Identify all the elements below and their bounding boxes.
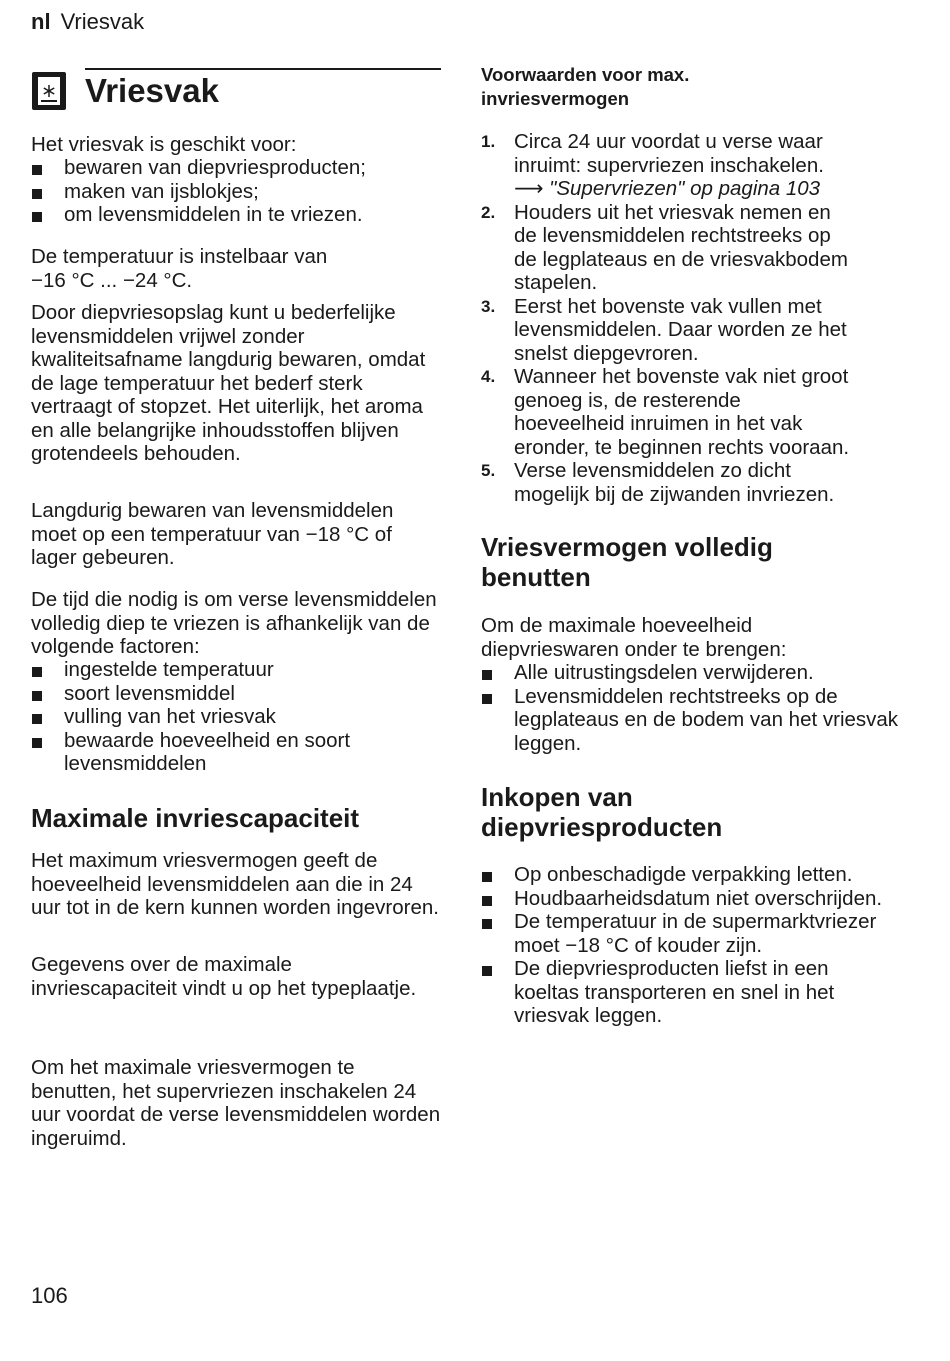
list-item: vulling van het vriesvak xyxy=(31,705,441,729)
capacity-paragraph-3: Om het maximale vriesvermogen te benutten, het supervriezen inschakelen 24 uur voordat de verse levensmiddelen worden ingeruimd. xyxy=(31,1056,441,1150)
square-bullet-icon xyxy=(482,896,492,906)
square-bullet-icon xyxy=(482,966,492,976)
capacity-paragraph-1: Het maximum vriesvermogen geeft de hoeveelheid levensmiddelen aan die in 24 uur tot in de kern kunnen worden ingevroren. xyxy=(31,849,439,919)
language-code: nl xyxy=(31,9,51,34)
square-bullet-icon xyxy=(32,165,42,175)
full-capacity-intro: Om de maximale hoeveelheid diepvrieswaren onder te brengen: xyxy=(481,614,787,661)
step-number: 2. xyxy=(481,202,496,222)
storage-paragraph: Door diepvriesopslag kunt u bederfelijke levensmiddelen vrijwel zonder kwaliteitsafname langdurig bewaren, omdat de lage temperatuur het bederf sterk vertraagt of stopzet. Het uiterlijk, het aroma en alle belangrijke inhoudsstoffen blijven grotendeels behouden. xyxy=(31,301,426,465)
temperature-range-text: De temperatuur is instelbaar van −16 °C ... −24 °C. xyxy=(31,245,328,292)
list-item: soort levensmiddel xyxy=(31,682,441,706)
list-item: De diepvriesproducten liefst in een koeltas transporteren en snel in het vriesvak leggen. xyxy=(481,957,891,1028)
step-number: 5. xyxy=(481,461,496,480)
conditions-heading: Voorwaarden voor max. invriesvermogen xyxy=(481,64,690,109)
square-bullet-icon xyxy=(482,872,492,882)
list-item: ingestelde temperatuur xyxy=(31,658,441,682)
list-item: Op onbeschadigde verpakking letten. xyxy=(481,863,891,887)
square-bullet-icon xyxy=(32,667,42,677)
square-bullet-icon xyxy=(32,691,42,701)
freeze-time-paragraph: De tijd die nodig is om verse levensmiddelen volledig diep te vriezen is afhankelijk van de volgende factoren: xyxy=(31,588,437,658)
intro-text: Het vriesvak is geschikt voor: xyxy=(31,133,297,156)
step-number: 1. xyxy=(481,132,496,151)
step-number: 3. xyxy=(481,296,496,316)
long-storage-paragraph: Langdurig bewaren van levensmiddelen moet op een temperatuur van −18 °C of lager gebeuren. xyxy=(31,499,394,569)
list-item: Levensmiddelen rechtstreeks op de legplateaus en de bodem van het vriesvak leggen. xyxy=(481,685,911,756)
running-header xyxy=(31,8,144,36)
square-bullet-icon xyxy=(482,919,492,929)
shopping-list xyxy=(481,863,891,1028)
page-reference-link[interactable]: ⟶ "Supervriezen" op pagina 103 xyxy=(514,177,821,200)
list-item: bewaren van diepvriesproducten; xyxy=(31,156,441,180)
full-capacity-list xyxy=(481,661,911,755)
page-number: 106 xyxy=(31,1283,68,1308)
page-title: Vriesvak xyxy=(85,72,219,109)
square-bullet-icon xyxy=(32,189,42,199)
step-item: 1. Circa 24 uur voordat u verse waar inruimt: supervriezen inschakelen. ⟶ "Supervriezen" op pagina 103 xyxy=(481,130,824,200)
conditions-steps xyxy=(481,130,911,506)
list-item: Houdbaarheidsdatum niet overschrijden. xyxy=(481,887,891,911)
freezer-compartment-icon xyxy=(31,71,67,111)
step-item: 2. Houders uit het vriesvak nemen en de levensmiddelen rechtstreeks op de legplateaus en de vriesvakbodem stapelen. xyxy=(481,200,848,294)
list-item: om levensmiddelen in te vriezen. xyxy=(31,203,441,227)
step-item: 3. Eerst het bovenste vak vullen met levensmiddelen. Daar worden ze het snelst diepgevroren. xyxy=(481,294,847,365)
list-item: De temperatuur in de supermarktvriezer moet −18 °C of kouder zijn. xyxy=(481,910,891,957)
capacity-heading: Maximale invriescapaciteit xyxy=(31,803,360,833)
shopping-heading: Inkopen van diepvriesproducten xyxy=(481,782,723,842)
section-title xyxy=(31,68,441,114)
list-item: Alle uitrustingsdelen verwijderen. xyxy=(481,661,911,685)
full-capacity-heading: Vriesvermogen volledig benutten xyxy=(481,532,773,592)
section-name: Vriesvak xyxy=(60,9,145,34)
square-bullet-icon xyxy=(482,694,492,704)
square-bullet-icon xyxy=(32,738,42,748)
factors-list xyxy=(31,658,441,776)
uses-list xyxy=(31,156,441,227)
list-item: maken van ijsblokjes; xyxy=(31,180,441,204)
step-number: 4. xyxy=(481,367,496,386)
title-rule xyxy=(85,68,441,70)
list-item: bewaarde hoeveelheid en soort levensmiddelen xyxy=(31,729,441,776)
square-bullet-icon xyxy=(32,212,42,222)
capacity-paragraph-2: Gegevens over de maximale invriescapaciteit vindt u op het typeplaatje. xyxy=(31,953,417,1000)
square-bullet-icon xyxy=(32,714,42,724)
step-item: 4. Wanneer het bovenste vak niet groot genoeg is, de resterende hoeveelheid inruimen in het vak eronder, te beginnen rechts vooraan. xyxy=(481,365,850,459)
step-item: 5. Verse levensmiddelen zo dicht mogelijk bij de zijwanden invriezen. xyxy=(481,459,835,506)
square-bullet-icon xyxy=(482,670,492,680)
